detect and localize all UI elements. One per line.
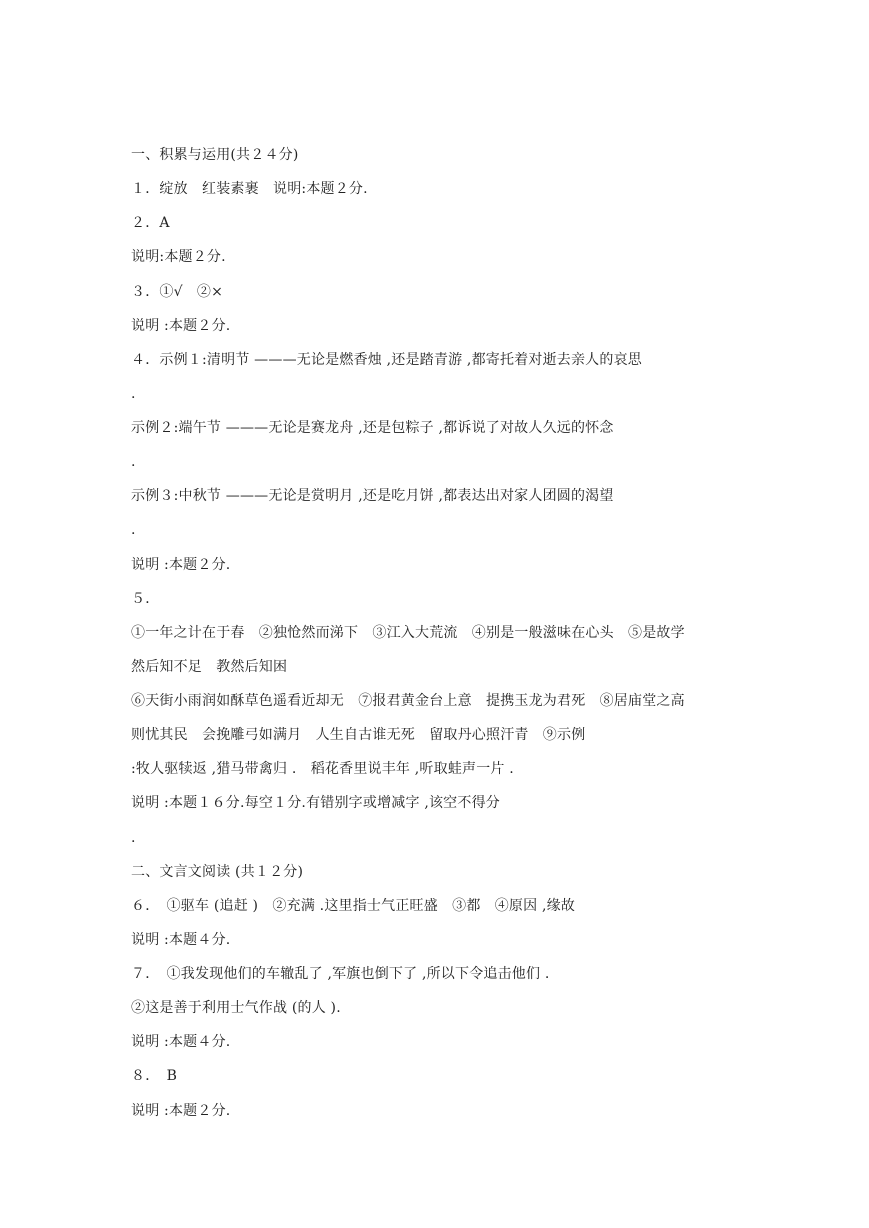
answer-line: ４．示例１:清明节 ———无论是燃香烛 ,还是踏青游 ,都寄托着对逝去亲人的哀思 xyxy=(131,352,642,368)
section-heading-2: 二、文言文阅读 (共１２分) xyxy=(131,864,304,880)
answer-line: 示例２:端午节 ———无论是赛龙舟 ,还是包粽子 ,都诉说了对故人久远的怀念 xyxy=(131,420,614,436)
note-line: 说明 :本题４分. xyxy=(131,932,231,948)
note-line: 说明:本题２分. xyxy=(131,249,226,265)
note-line: 说明 :本题１６分.每空１分.有错别字或增减字 ,该空不得分 xyxy=(131,795,500,811)
answer-line: ②这是善于利用士气作战 (的人 ). xyxy=(131,1000,341,1016)
continuation-line: . xyxy=(131,830,136,846)
continuation-line: :牧人驱犊返 ,猎马带禽归 . 稻花香里说丰年 ,听取蛙声一片 . xyxy=(131,761,514,777)
answer-line: ⑥天街小雨润如酥草色遥看近却无 ⑦报君黄金台上意 提携玉龙为君死 ⑧居庙堂之高 xyxy=(131,693,685,709)
continuation-line: . xyxy=(131,386,136,402)
note-line: 说明 :本题２分. xyxy=(131,318,231,334)
note-line: 说明 :本题２分. xyxy=(131,557,231,573)
answer-line: ２．A xyxy=(131,215,170,231)
answer-line: ７． ①我发现他们的车辙乱了 ,军旗也倒下了 ,所以下令追击他们 . xyxy=(131,966,550,982)
note-line: 说明 :本题２分. xyxy=(131,1103,231,1119)
answer-line: 示例３:中秋节 ———无论是赏明月 ,还是吃月饼 ,都表达出对家人团圆的渴望 xyxy=(131,488,614,504)
section-heading-1: 一、积累与运用(共２４分) xyxy=(131,147,299,163)
continuation-line: 则忧其民 会挽雕弓如满月 人生自古谁无死 留取丹心照汗青 ⑨示例 xyxy=(131,727,586,743)
note-line: 说明 :本题４分. xyxy=(131,1034,231,1050)
answer-line: ５． xyxy=(131,591,160,607)
continuation-line: 然后知不足 教然后知困 xyxy=(131,659,288,675)
answer-line: ８． B xyxy=(131,1068,178,1084)
answer-line: ６． ①驱车 (追赶 ) ②充满 .这里指士气正旺盛 ③都 ④原因 ,缘故 xyxy=(131,898,576,914)
continuation-line: . xyxy=(131,522,136,538)
answer-line: ①一年之计在于春 ②独怆然而涕下 ③江入大荒流 ④别是一般滋味在心头 ⑤是故学 xyxy=(131,625,685,641)
answer-line: ３．①√ ②× xyxy=(131,284,224,300)
answer-line: １．绽放 红装素裹 说明:本题２分. xyxy=(131,181,368,197)
continuation-line: . xyxy=(131,454,136,470)
